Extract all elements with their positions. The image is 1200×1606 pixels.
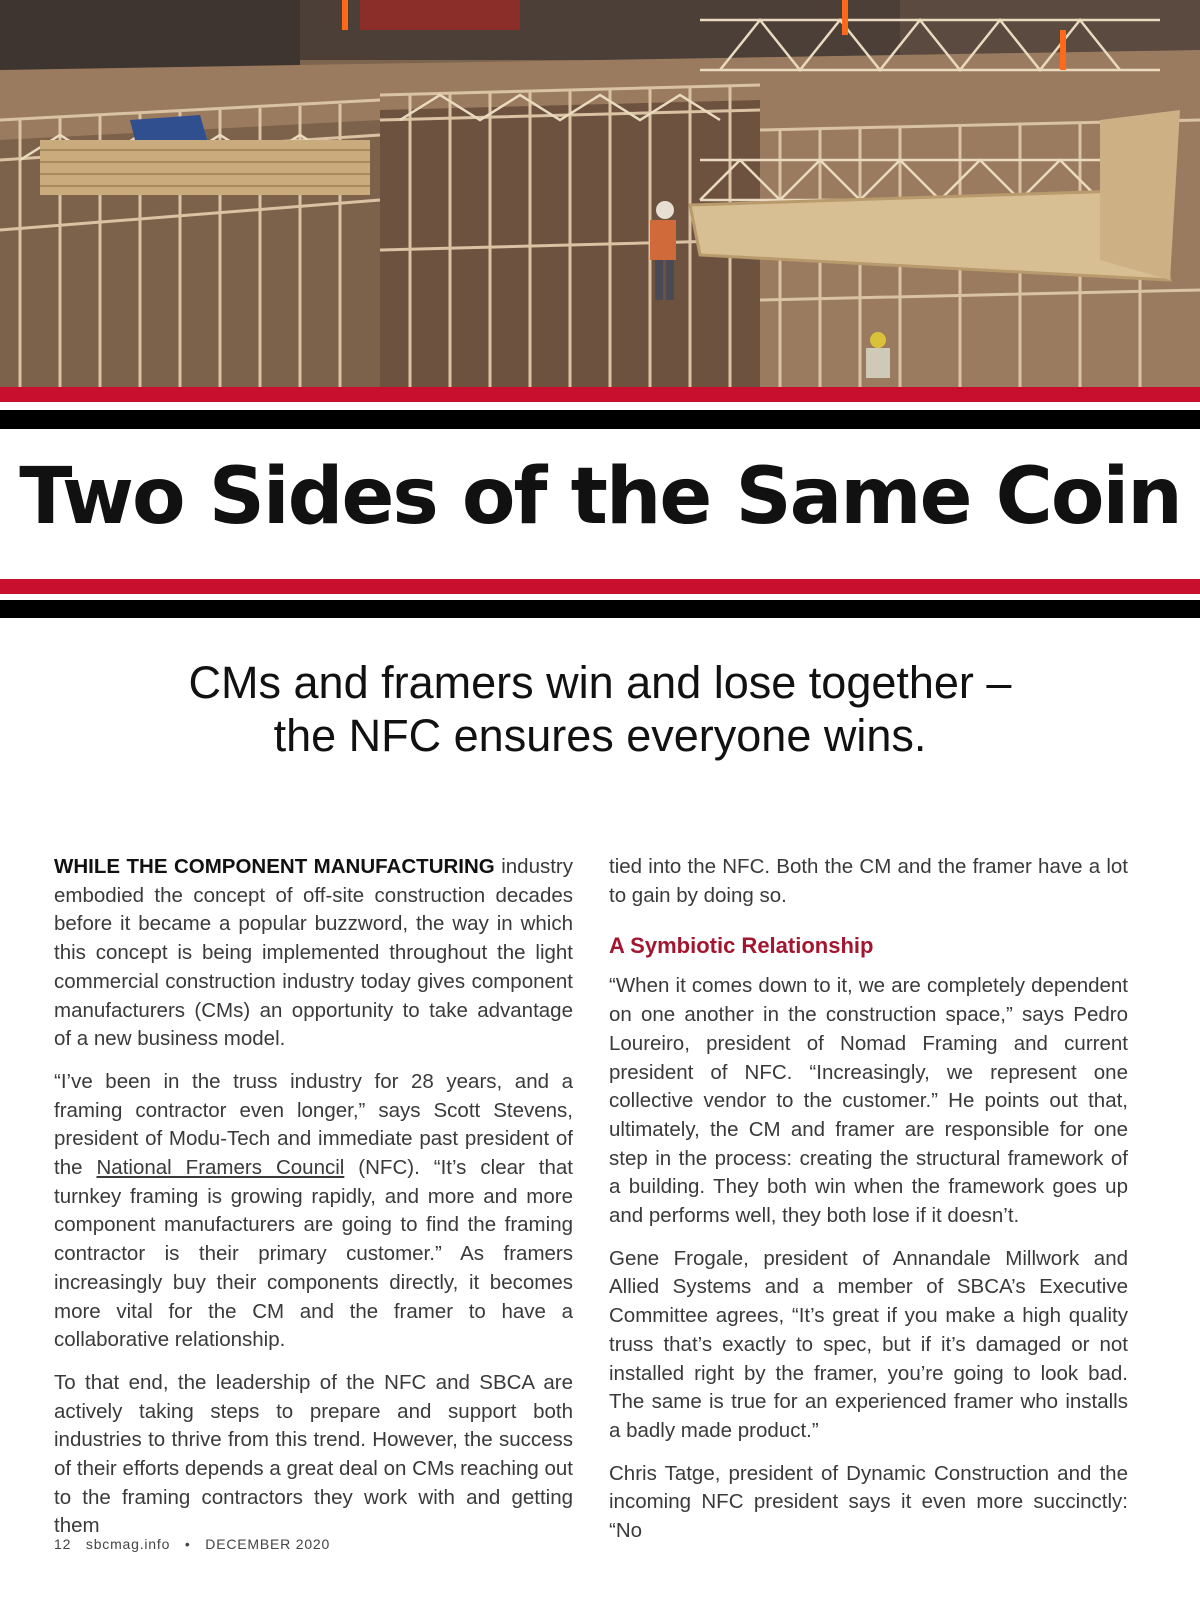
article-title: Two Sides of the Same Coin: [19, 452, 1181, 542]
stripe-bottom-black: [0, 600, 1200, 618]
paragraph: tied into the NFC. Both the CM and the framer have a lot to gain by doing so.: [609, 855, 1128, 907]
paragraph: [54, 853, 573, 1054]
site-name: sbcmag.info: [85, 1536, 171, 1552]
stripe-top-red: [0, 387, 1200, 402]
paragraph: “When it comes down to it, we are completely dependent on one another in the construction space,” says Pedro Loureiro, president of Nomad Framing and current president of NFC. “Increasingly, we represent one collective vendor to the customer.” He points out that, ultimately, the CM and framer are responsible for one step in the process: creating the structural framework of a building. They both win when the framework goes up and performs well, they both lose if it doesn’t.: [609, 974, 1128, 1228]
construction-site-illustration: [0, 0, 1200, 387]
page-footer: [54, 1536, 340, 1552]
stripe-top-black: [0, 410, 1200, 429]
subtitle-line-1: CMs and framers win and lose together –: [188, 657, 1012, 708]
paragraph: Chris Tatge, president of Dynamic Construction and the incoming NFC president says it even more succinctly: “No: [609, 1461, 1128, 1543]
section-heading: A Symbiotic Relationship: [609, 933, 874, 959]
right-column: [609, 853, 1128, 1560]
paragraph: To that end, the leadership of the NFC and SBCA are actively taking steps to prepare and support both industries to thrive from this trend. However, the success of their efforts depends a great deal on CMs reaching out to the framing contractors they work with and getting them: [54, 1370, 573, 1538]
stripe-bottom-red: [0, 579, 1200, 594]
subtitle-line-2: the NFC ensures everyone wins.: [273, 710, 927, 761]
paragraph-text: (NFC). “It’s clear that turnkey framing is growing rapidly, and more and more component manufacturers are going to find the framing contractor is their primary customer.” As framers increasingly buy their components directly, it becomes more vital for the CM and the framer to have a collaborative relationship.: [54, 1156, 573, 1352]
page-number: 12: [54, 1536, 72, 1552]
issue-date: DECEMBER 2020: [205, 1536, 331, 1552]
paragraph-text: “I’ve been in the truss industry for 28 years, and a framing contractor even longer,” says Scott Stevens, president of Modu-Tech and immediate past president of the: [54, 1069, 573, 1180]
lead-in: WHILE THE COMPONENT MANUFACTURING: [54, 855, 495, 878]
paragraph-text: industry embodied the concept of off-site construction decades before it became a popular buzzword, the way in which this concept is being implemented throughout the light commercial construction industry today gives component manufacturers (CMs) an opportunity to take advantage of a new business model.: [54, 855, 573, 1051]
left-column: [54, 853, 573, 1555]
nfc-link[interactable]: National Framers Council: [96, 1156, 345, 1180]
hero-photo: [0, 0, 1200, 387]
paragraph: [54, 1068, 573, 1355]
paragraph: Gene Frogale, president of Annandale Millwork and Allied Systems and a member of SBCA’s Executive Committee agrees, “It’s great if you make a high quality truss that’s exactly to spec, but if it’s damaged or not installed right by the framer, you’re going to look bad. The same is true for an experienced framer who installs a badly made product.”: [609, 1246, 1128, 1442]
separator-bullet: •: [184, 1536, 191, 1552]
article-subtitle: [100, 656, 1100, 762]
